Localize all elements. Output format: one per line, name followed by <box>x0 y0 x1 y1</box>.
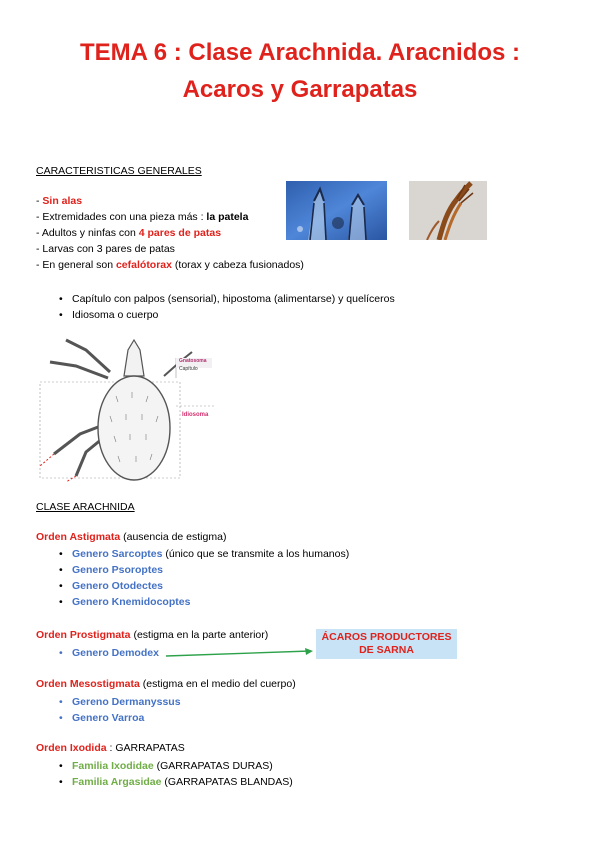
orden-prostigmata: Orden Prostigmata (estigma en la parte anterior) <box>36 629 269 641</box>
list-item: • Familia Ixodidae (GARRAPATAS DURAS) <box>59 760 273 772</box>
bullet-icon: • <box>59 760 63 772</box>
page-title-line-1: TEMA 6 : Clase Arachnida. Aracnidos : <box>79 39 521 66</box>
diagram-label-gnatosoma: Gnatosoma <box>179 358 207 364</box>
bullet-icon: • <box>59 696 63 708</box>
bullet-icon: • <box>59 580 63 592</box>
acaros-sarna-callout: ÁCAROS PRODUCTORES DE SARNA <box>316 629 457 659</box>
bullet-icon: • <box>59 712 63 724</box>
page-title-line-2: Acaros y Garrapatas <box>182 76 418 103</box>
diagram-label-capitulo: Capítulo <box>179 366 198 372</box>
list-item: • Genero Varroa <box>59 712 145 724</box>
orden-mesostigmata: Orden Mesostigmata (estigma en el medio del cuerpo) <box>36 678 296 690</box>
list-item: • Capítulo con palpos (sensorial), hipostoma (alimentarse) y quelíceros <box>59 293 395 305</box>
astigmata-list <box>55 546 349 610</box>
feature-line: - Larvas con 3 pares de patas <box>36 243 175 255</box>
mite-microscope-photo <box>286 181 387 240</box>
orden-ixodida: Orden Ixodida : GARRAPATAS <box>36 742 185 754</box>
bullet-icon: • <box>59 647 63 659</box>
feature-line: - En general son cefalótorax (torax y cabeza fusionados) <box>36 259 304 271</box>
bullet-icon: • <box>59 548 63 560</box>
list-item: • Idiosoma o cuerpo <box>59 309 159 321</box>
list-item: • Genero Otodectes <box>59 580 164 592</box>
bullet-icon: • <box>59 309 63 321</box>
section-heading-caracteristicas: CARACTERISTICAS GENERALES <box>36 165 202 177</box>
feature-line: - Adultos y ninfas con 4 pares de patas <box>36 227 222 239</box>
arrow-to-sarna <box>166 648 316 660</box>
list-item: • Genero Psoroptes <box>59 564 164 576</box>
mite-anatomy-diagram <box>36 336 214 482</box>
list-item: • Genero Sarcoptes (único que se transmite a los humanos) <box>59 548 350 560</box>
ixodida-list <box>55 758 293 790</box>
prostigmata-list <box>55 645 159 661</box>
bullet-icon: • <box>59 596 63 608</box>
list-item: • Genero Demodex <box>59 647 159 659</box>
orden-astigmata: Orden Astigmata (ausencia de estigma) <box>36 531 227 543</box>
mesostigmata-list <box>55 694 181 726</box>
list-item: • Genero Knemidocoptes <box>59 596 191 608</box>
bullet-icon: • <box>59 776 63 788</box>
diagram-label-idiosoma: Idiosoma <box>182 412 209 418</box>
feature-line: - Extremidades con una pieza más : la patela <box>36 211 249 223</box>
list-item: • Gereno Dermanyssus <box>59 696 181 708</box>
section-heading-clase: CLASE ARACHNIDA <box>36 501 135 513</box>
caracteristicas-bullet-list <box>55 291 395 323</box>
bullet-icon: • <box>59 564 63 576</box>
bullet-icon: • <box>59 293 63 305</box>
tick-mouthparts-photo <box>409 181 487 240</box>
list-item: • Familia Argasidae (GARRAPATAS BLANDAS) <box>59 776 293 788</box>
feature-line: - Sin alas <box>36 195 83 207</box>
